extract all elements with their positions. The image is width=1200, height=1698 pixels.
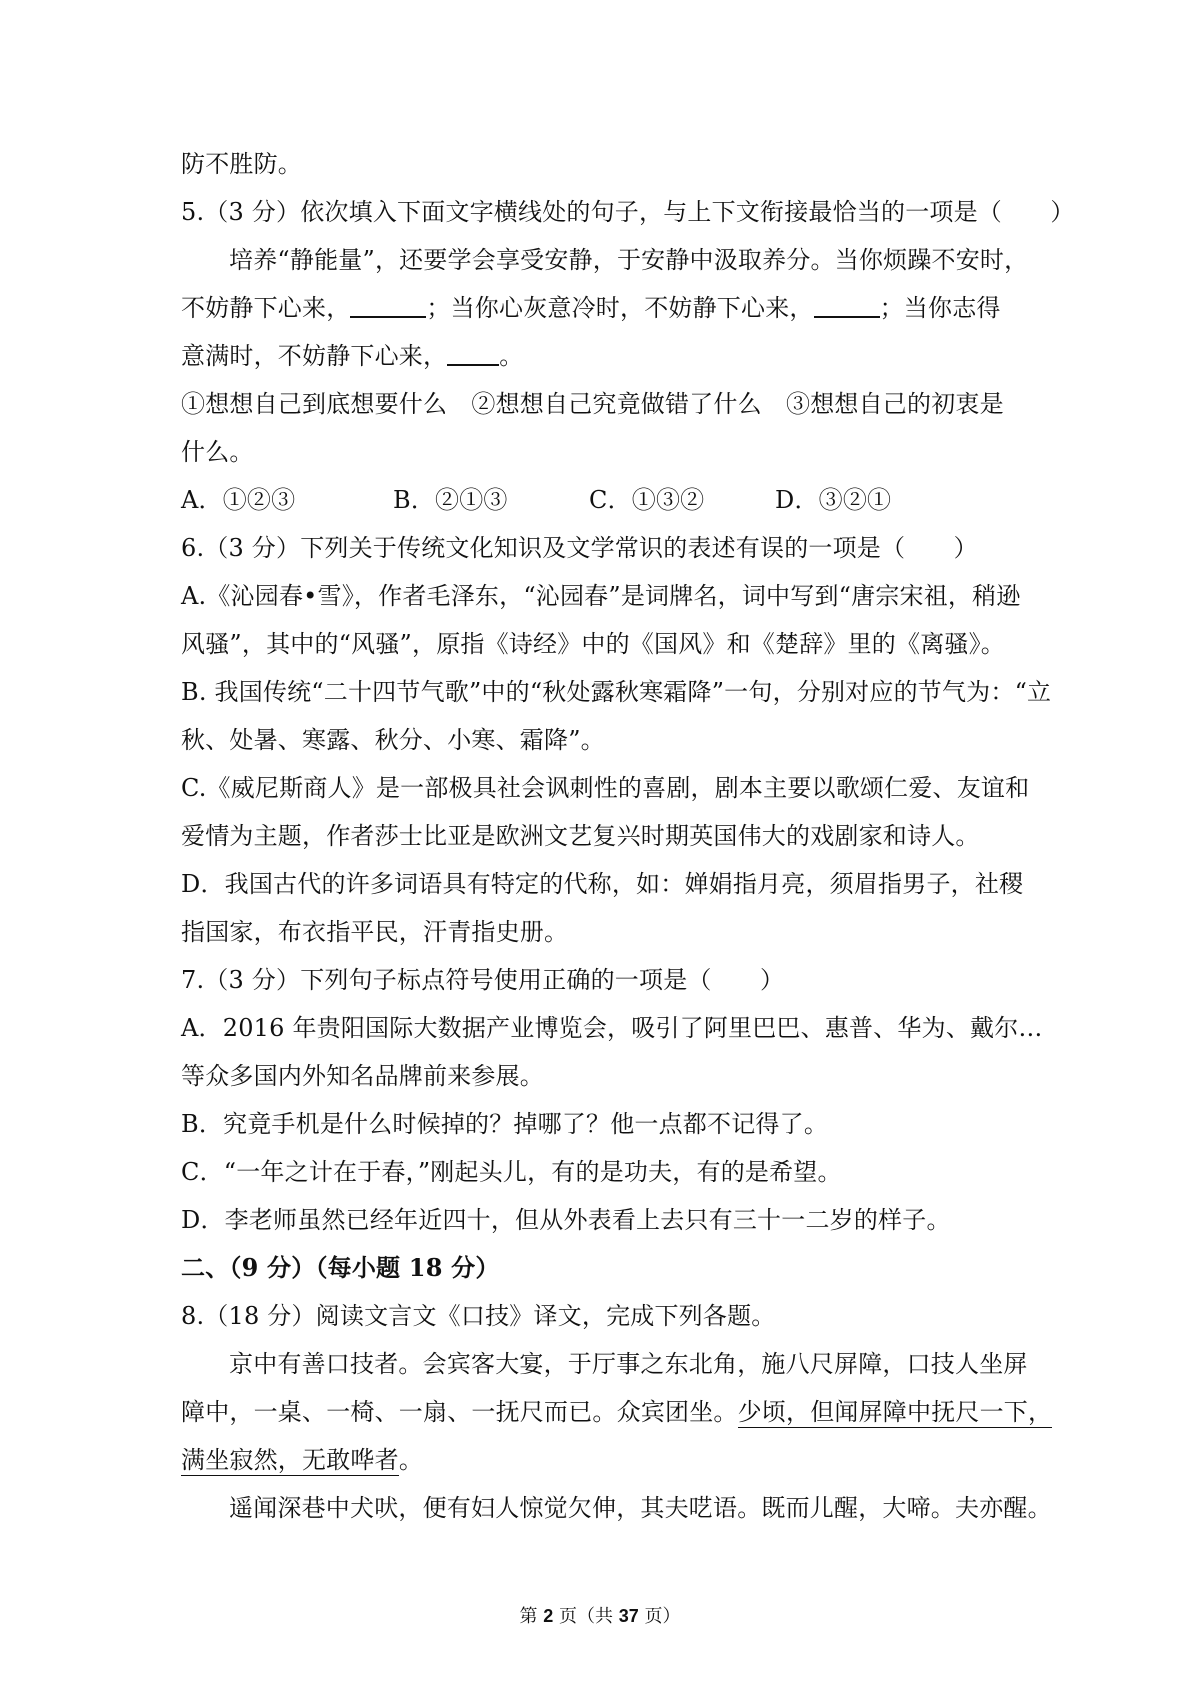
option-b: B．究竟手机是什么时候掉的？掉哪了？他一点都不记得了。 xyxy=(181,1110,829,1138)
passage-text: 不妨静下心来， xyxy=(181,294,351,322)
question-5-passage-line: 培养“静能量”，还要学会享受安静，于安静中汲取养分。当你烦躁不安时， xyxy=(229,246,1029,274)
footer-text: 页（共 xyxy=(558,1606,613,1627)
passage-text: ；当你心灰意冷时，不妨静下心来， xyxy=(426,294,814,322)
question-5-sentences: 什么。 xyxy=(181,438,254,466)
passage-text: 。 xyxy=(398,1446,424,1474)
passage-text: 意满时，不妨静下心来， xyxy=(181,342,448,370)
option-b: B．②①③ xyxy=(393,486,508,514)
option-b-cont: 秋、处暑、寒露、秋分、小寒、霜降”。 xyxy=(181,726,605,754)
passage-text: 。 xyxy=(499,342,524,370)
section-heading: 二、（9 分）（每小题 18 分） xyxy=(181,1253,500,1282)
option-a-cont: 风骚”，其中的“风骚”，原指《诗经》中的《国风》和《楚辞》里的《离骚》。 xyxy=(181,630,1006,658)
passage-text: ；当你志得 xyxy=(879,294,1001,322)
question-5-passage-line xyxy=(181,284,1026,332)
option-a: A．2016 年贵阳国际大数据产业博览会，吸引了阿里巴巴、惠普、华为、戴尔… xyxy=(181,1014,1043,1042)
option-c: C．①③② xyxy=(589,486,705,514)
option-c: C．“一年之计在于春，”刚起头儿，有的是功夫，有的是希望。 xyxy=(181,1158,842,1186)
page-content xyxy=(181,140,1075,1532)
option-d: D．③②① xyxy=(775,486,892,514)
footer-text: 页） xyxy=(644,1606,681,1627)
option-c-cont: 爱情为主题，作者莎士比亚是欧洲文艺复兴时期英国伟大的戏剧家和诗人。 xyxy=(181,822,980,850)
fill-blank xyxy=(814,290,880,318)
option-a: A.《沁园春•雪》，作者毛泽东，“沁园春”是词牌名，词中写到“唐宗宋祖，稍逊 xyxy=(181,582,1021,610)
option-b: B. 我国传统“二十四节气歌”中的“秋处露秋寒霜降”一句，分别对应的节气为：“立 xyxy=(181,678,1052,706)
option-d: D．我国古代的许多词语具有特定的代称，如：婵娟指月亮，须眉指男子，社稷 xyxy=(181,870,1024,898)
reading-passage-line xyxy=(181,1436,1026,1484)
question-7-stem: 7.（3 分）下列句子标点符号使用正确的一项是（ ） xyxy=(181,966,785,994)
underlined-text: 少顷，但闻屏障中抚尺一下， xyxy=(737,1398,1053,1426)
option-d-cont: 指国家，布衣指平民，汗青指史册。 xyxy=(181,918,569,946)
question-8-stem: 8.（18 分）阅读文言文《口技》译文，完成下列各题。 xyxy=(181,1302,776,1330)
fill-blank xyxy=(350,290,426,318)
page-footer xyxy=(0,1604,1200,1629)
option-c: C.《威尼斯商人》是一部极具社会讽刺性的喜剧，剧本主要以歌颂仁爱、友谊和 xyxy=(181,774,1030,802)
question-5-stem: 5.（3 分）依次填入下面文字横线处的句子，与上下文衔接最恰当的一项是（ ） xyxy=(181,198,1075,226)
reading-passage-line xyxy=(181,1388,1053,1436)
page-number: 2 xyxy=(543,1606,554,1626)
question-5-sentences: ①想想自己到底想要什么 ②想想自己究竟做错了什么 ③想想自己的初衷是 xyxy=(181,390,1004,418)
option-d: D．李老师虽然已经年近四十，但从外表看上去只有三十一二岁的样子。 xyxy=(181,1206,951,1234)
underlined-text: 满坐寂然，无敢哗者 xyxy=(181,1446,399,1474)
question-5-options xyxy=(181,476,1026,524)
text-line: 防不胜防。 xyxy=(181,150,302,178)
option-a-cont: 等众多国内外知名品牌前来参展。 xyxy=(181,1062,544,1090)
passage-text: 障中，一桌、一椅、一扇、一抚尺而已。众宾团坐。 xyxy=(181,1398,738,1426)
question-5-passage-line xyxy=(181,332,1026,380)
footer-text: 第 xyxy=(519,1606,538,1627)
total-pages: 37 xyxy=(618,1606,639,1626)
reading-passage-line: 京中有善口技者。会宾客大宴，于厅事之东北角，施八尺屏障，口技人坐屏 xyxy=(229,1350,1028,1378)
reading-passage-line: 遥闻深巷中犬吠，便有妇人惊觉欠伸，其夫呓语。既而儿醒，大啼。夫亦醒。 xyxy=(229,1494,1052,1522)
fill-blank xyxy=(447,338,499,366)
option-a: A．①②③ xyxy=(181,486,296,514)
question-6-stem: 6.（3 分）下列关于传统文化知识及文学常识的表述有误的一项是（ ） xyxy=(181,534,978,562)
